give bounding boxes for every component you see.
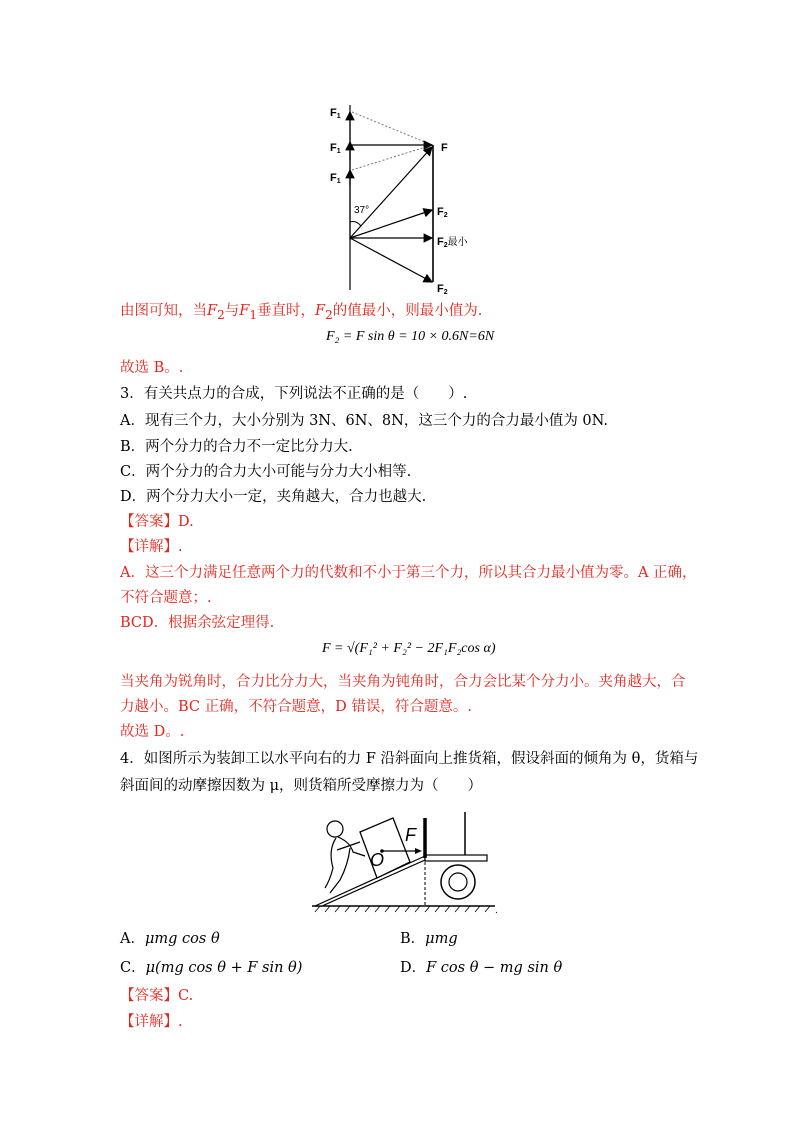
q3-choose: 故选 D。.	[120, 724, 185, 740]
q4-option-d: D．F cos θ − mg sin θ	[400, 960, 563, 976]
q4-stem-2: 斜面间的动摩擦因数为 μ，则货箱所受摩擦力为（ ）	[120, 778, 483, 794]
label-f1-top: F1	[330, 107, 341, 120]
worker-figure	[325, 821, 365, 893]
q3-option-b: B．两个分力的合力不一定比分力大.	[120, 439, 353, 455]
wheel-hub	[449, 873, 467, 891]
label-f2-lower: F2	[437, 283, 448, 295]
q4-option-b: B．μmg	[400, 931, 458, 947]
label-center-o: O	[370, 850, 385, 870]
ramp-diagram	[305, 808, 505, 918]
min-force-equation: F₂ = F sin θ = 10 × 0.6N=6N	[326, 329, 495, 344]
q3-explain-bcd: BCD．根据余弦定理得.	[120, 615, 275, 631]
q4-detail-heading: 【详解】.	[120, 1014, 183, 1030]
q3-detail-heading: 【详解】.	[120, 539, 183, 555]
truck-bed	[425, 855, 487, 861]
q3-option-a: A．现有三个力，大小分别为 3N、6N、8N，这三个力的合力最小值为 0N.	[120, 413, 609, 429]
dotted-line-top	[352, 112, 432, 145]
label-f2-min: F2最小	[437, 236, 468, 249]
q3-option-c: C．两个分力的合力大小可能与分力大小相等.	[120, 464, 412, 480]
q4-answer: 【答案】C.	[120, 988, 194, 1004]
f2-arrow-lower	[350, 238, 432, 282]
q3-explain-c2: 力越小。BC 正确，不符合题意，D 错误，符合题意。.	[120, 699, 472, 715]
angle-arc	[350, 222, 361, 227]
q3-option-d: D．两个分力大小一定，夹角越大，合力也越大.	[120, 489, 427, 505]
ground-hatching	[315, 906, 490, 912]
q3-explain-c1: 当夹角为锐角时，合力比分力大，当夹角为钝角时，合力会比某个分力小。夹角越大，合	[120, 674, 686, 690]
label-f2-upper: F2	[437, 206, 448, 219]
tiny-mark: .	[495, 906, 498, 916]
label-force-f: F	[405, 825, 416, 845]
q4-option-a: A．μmg cos θ	[120, 931, 220, 947]
label-f1-low: F1	[330, 172, 341, 185]
dotted-line-low	[352, 145, 432, 170]
q3-stem: 3．有关共点力的合成，下列说法不正确的是（ ）.	[120, 386, 468, 402]
choose-b: 故选 B。.	[120, 360, 184, 376]
solution-line: 由图可知，当$F_2$与$F_1$垂直时，$F_2$的值最小，则最小值为.	[120, 303, 483, 322]
label-f: F	[441, 142, 448, 154]
q3-explain-a2: 不符合题意；.	[120, 590, 212, 606]
q4-option-c: C．μ(mg cos θ + F sin θ)	[120, 960, 303, 976]
label-f1-mid: F1	[330, 142, 341, 155]
label-angle: 37°	[354, 205, 370, 216]
cosine-law-equation: F = √(F₁² + F₂² − 2F₁F₂cos α)	[322, 641, 496, 656]
force-vector-diagram	[320, 95, 490, 295]
q3-explain-a1: A．这三个力满足任意两个力的代数和不小于第三个力，所以其合力最小值为零。A 正确，	[120, 565, 697, 581]
q4-stem-1: 4．如图所示为装卸工以水平向右的力 F 沿斜面向上推货箱，假设斜面的倾角为 θ，货箱与	[120, 751, 699, 767]
q3-answer: 【答案】D.	[120, 514, 194, 530]
